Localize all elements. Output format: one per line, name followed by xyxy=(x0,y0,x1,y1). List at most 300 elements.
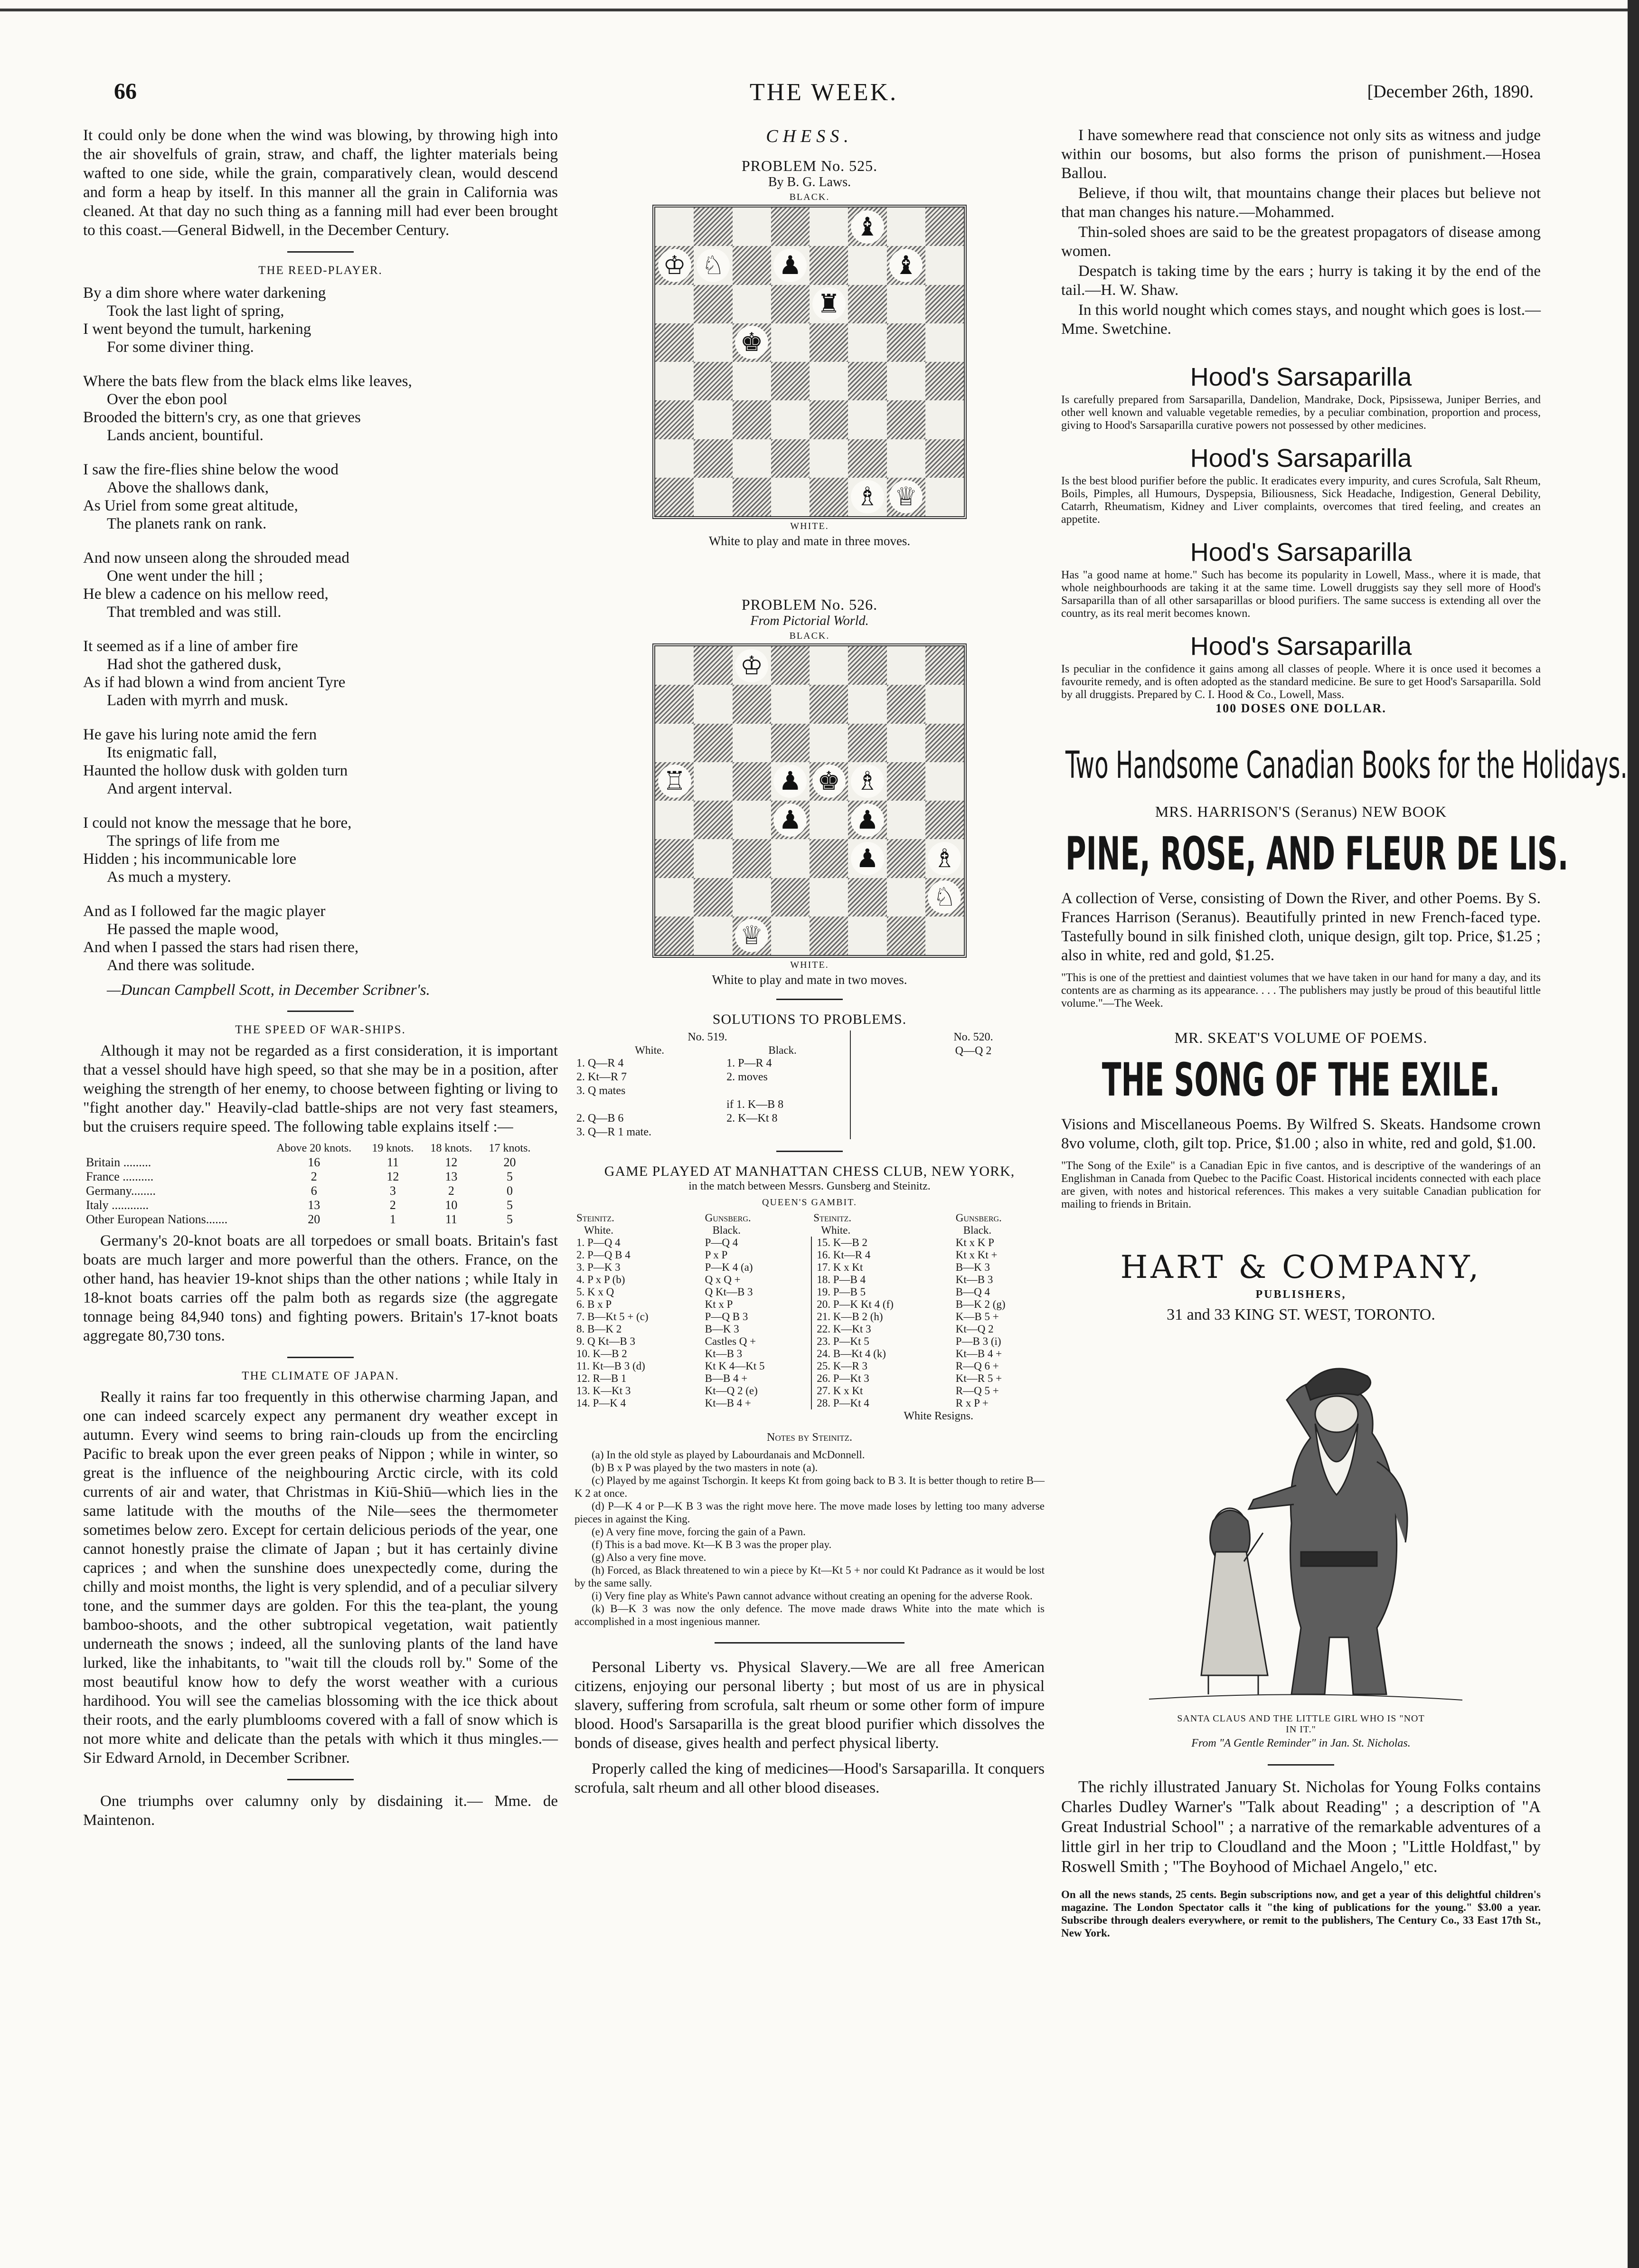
poem-line: And as I followed far the magic player xyxy=(83,903,326,920)
board-square xyxy=(694,839,732,878)
skeat-review: "The Song of the Exile" is a Canadian Epic in five cantos, and is descriptive of the wanderings of an Englishman in Canada from Quebec to the Pacific Coast. Historical incidents connected with each place are given, with notes and historical references. This makes a very suitable Canadian publication for mailing to friends in Britain. xyxy=(1061,1160,1541,1210)
table-row xyxy=(575,1311,1045,1323)
move-cell: 12. R—B 1 xyxy=(576,1372,627,1384)
table-cell: 5 xyxy=(506,1170,513,1183)
board-square xyxy=(887,917,925,955)
move-cell: 13. K—Kt 3 xyxy=(576,1385,631,1397)
board-square xyxy=(733,208,771,246)
board-square xyxy=(771,208,810,246)
board-square xyxy=(810,685,848,723)
move-cell xyxy=(575,1098,725,1112)
board-square xyxy=(925,285,964,323)
japan-heading: THE CLIMATE OF JAPAN. xyxy=(242,1370,399,1382)
board-square xyxy=(848,478,886,516)
section-divider xyxy=(287,1779,354,1780)
move-cell: 14. P—K 4 xyxy=(576,1397,626,1409)
black-pawn-icon: ♟ xyxy=(773,803,807,837)
board-square xyxy=(810,400,848,439)
board-square xyxy=(694,917,732,955)
board-square xyxy=(810,323,848,362)
table-row xyxy=(575,1335,1045,1348)
board-square xyxy=(694,400,732,439)
hoods-tagline: 100 DOSES ONE DOLLAR. xyxy=(1215,701,1386,715)
poem-body xyxy=(83,284,558,974)
board-square xyxy=(733,478,771,516)
board-square xyxy=(810,878,848,917)
move-cell: 26. P—Kt 3 xyxy=(817,1372,869,1384)
board-square xyxy=(694,285,732,323)
board-square xyxy=(771,478,810,516)
move-cell: 15. K—B 2 xyxy=(817,1237,867,1248)
poem-line: Hidden ; his incommunicable lore xyxy=(83,850,297,868)
board-square xyxy=(694,362,732,400)
board-square xyxy=(887,878,925,917)
poem-line: That trembled and was still. xyxy=(107,604,282,621)
poem-line: Above the shallows dank, xyxy=(107,479,269,496)
board-label-white: WHITE. xyxy=(790,521,829,531)
poem-line: The planets rank on rank. xyxy=(107,515,267,532)
move-cell: 7. B—Kt 5 + (c) xyxy=(576,1311,649,1323)
poem-line: I could not know the message that he bore, xyxy=(83,814,352,832)
board-square xyxy=(925,362,964,400)
quotes-block xyxy=(1061,126,1541,339)
move-cell: R x P + xyxy=(955,1397,989,1409)
table-row xyxy=(575,1112,840,1125)
table-row xyxy=(575,1274,1045,1286)
move-cell: Kt—B 4 + xyxy=(703,1397,812,1409)
page-number: 66 xyxy=(114,79,137,104)
board-square xyxy=(925,646,964,685)
white-rook-icon: ♖ xyxy=(658,765,691,798)
move-cell: 17. K x Kt xyxy=(817,1261,863,1273)
board-square xyxy=(848,646,886,685)
harrison-heading: MRS. HARRISON'S (Seranus) NEW BOOK xyxy=(1155,803,1447,820)
board-square xyxy=(771,685,810,723)
poem-stanza xyxy=(83,372,558,444)
board-square xyxy=(887,208,925,246)
table-cell: 12 xyxy=(386,1170,399,1183)
board-square xyxy=(810,839,848,878)
section-divider xyxy=(1268,1764,1334,1766)
poem-line: Had shot the gathered dusk, xyxy=(107,656,282,673)
move-cell: Kt—B 3 xyxy=(955,1274,993,1285)
poem-line: It seemed as if a line of amber fire xyxy=(83,638,298,655)
page-header xyxy=(114,78,1534,116)
harrison-review: "This is one of the prettiest and daintiest volumes that we have taken in our hand for many a day, and its contents are as charming as its appearance. . . . The publishers may justly be proud of this beautiful little volume."—The Week. xyxy=(1061,972,1541,1010)
poem-line: Lands ancient, bountiful. xyxy=(107,427,264,444)
properly-called-ad: Properly called the king of medicines—Hood's Sarsaparilla. It conquers scrofula, salt rheum and all other blood diseases. xyxy=(575,1760,1045,1796)
skeat-book-title: THE SONG OF THE EXILE. xyxy=(1102,1053,1500,1106)
board-square xyxy=(733,646,771,685)
board-square xyxy=(810,917,848,955)
problem-525-author: By B. G. Laws. xyxy=(768,175,851,189)
board-square xyxy=(848,323,886,362)
board-label-black: BLACK. xyxy=(789,192,830,202)
column-left xyxy=(83,126,558,1830)
move-cell: B—B 4 + xyxy=(703,1372,812,1385)
move-cell: 4. P x P (b) xyxy=(576,1274,625,1285)
move-cell: Kt—R 5 + xyxy=(955,1372,1002,1384)
board-square xyxy=(848,208,886,246)
illustration-credit: From "A Gentle Reminder" in Jan. St. Nicholas. xyxy=(1191,1737,1411,1749)
quote-paragraph: I have somewhere read that conscience not only sits as witness and judge within our bosoms, but also forms the prison of punishment.—Hosea Ballou. xyxy=(1061,127,1541,182)
poem-line: He blew a cadence on his mellow reed, xyxy=(83,586,329,603)
move-cell: 2. P—Q B 4 xyxy=(576,1249,631,1261)
quote-paragraph: Thin-soled shoes are said to be the greatest propagators of disease among women. xyxy=(1061,224,1541,260)
poem-line: I saw the fire-flies shine below the wood xyxy=(83,461,339,478)
poem-line: Over the ebon pool xyxy=(107,391,227,408)
black-king-icon: ♚ xyxy=(812,765,846,798)
move-cell: 8. B—K 2 xyxy=(576,1323,622,1335)
black-bishop-icon: ♝ xyxy=(889,249,923,282)
move-cell: 5. K x Q xyxy=(576,1286,614,1298)
column-middle xyxy=(575,126,1045,1797)
game-note: (d) P—K 4 or P—K B 3 was the right move here. The move made loses by letting too many adverse pieces in against the King. xyxy=(575,1500,1045,1525)
black-rook-icon: ♜ xyxy=(812,287,846,321)
move-cell: Kt—Q 2 (e) xyxy=(703,1385,812,1397)
grain-article-text: It could only be done when the wind was blowing, by throwing high into the air shovelfuls of grain, straw, and chaff, the lighter materials being wafted to one side, while the grain, comparatively clean, would descend and form a heap by itself. In this manner all the grain in California was cleaned. At that day no such thing as a fanning mill had ever been brought to this coast.—General Bidwell, in the December Century. xyxy=(83,127,558,239)
game-note: (e) A very fine move, forcing the gain of a Pawn. xyxy=(592,1526,806,1538)
board-square xyxy=(733,801,771,839)
board-square xyxy=(694,208,732,246)
game-note: (i) Very fine play as White's Pawn cannot advance without creating an opening for the adverse Rook. xyxy=(592,1590,1033,1602)
closing-quote: One triumphs over calumny only by disdaining it.— Mme. de Maintenon. xyxy=(83,1793,558,1829)
board-square xyxy=(694,801,732,839)
table-cell: Britain ......... xyxy=(86,1155,151,1169)
game-result: White Resigns. xyxy=(904,1410,973,1422)
board-square xyxy=(848,400,886,439)
board-label-black: BLACK. xyxy=(789,631,830,641)
quote-paragraph: In this world nought which comes stays, and nought which goes is lost.—Mme. Swetchine. xyxy=(1061,302,1541,338)
board-square xyxy=(733,400,771,439)
column-right xyxy=(1061,126,1628,1939)
board-square xyxy=(694,685,732,723)
poem-stanza xyxy=(83,549,558,621)
move-cell: Kt—B 3 xyxy=(703,1348,812,1360)
table-row xyxy=(575,1125,840,1139)
board-square xyxy=(771,724,810,762)
table-row xyxy=(575,1249,1045,1261)
board-square xyxy=(733,439,771,478)
move-cell: 20. P—K Kt 4 (f) xyxy=(817,1298,894,1310)
board-square xyxy=(925,685,964,723)
table-cell: 6 xyxy=(311,1184,317,1198)
board-square xyxy=(655,917,694,955)
board-square xyxy=(925,439,964,478)
poem-line: And now unseen along the shrouded mead xyxy=(83,549,349,567)
hoods-ad-title: Hood's Sarsaparilla xyxy=(1190,363,1412,391)
solutions-block xyxy=(575,1030,1045,1139)
poem-stanza xyxy=(83,726,558,798)
game-note: (b) B x P was played by the two masters in note (a). xyxy=(592,1462,818,1474)
table-cell: Italy ............ xyxy=(86,1198,149,1212)
warships-conclusion: Germany's 20-knot boats are all torpedoes or small boats. Britain's fast boats are much larger and more powerful than the others. France, on the other hand, has heavier 19-knot ships than the other nations ; while Italy in 18-knot boats carries off the palm both as regards size (the aggregate tonnage being 84,940 tons) and fighting powers. Britain's 17-knot boats aggregate 80,730 tons. xyxy=(83,1232,558,1344)
poem-line: Where the bats flew from the black elms like leaves, xyxy=(83,373,412,390)
move-cell xyxy=(725,1125,840,1139)
board-square xyxy=(848,762,886,801)
solution-520-title: No. 520. xyxy=(953,1031,993,1043)
board-square xyxy=(925,208,964,246)
player-name: Gunsberg. xyxy=(705,1212,751,1224)
board-square xyxy=(925,762,964,801)
player-color: White. xyxy=(584,1224,613,1236)
black-pawn-icon: ♟ xyxy=(851,803,884,837)
move-cell: 2. moves xyxy=(726,1071,768,1083)
black-bishop-icon: ♝ xyxy=(851,210,884,244)
st-nicholas-footer: On all the news stands, 25 cents. Begin subscriptions now, and get a year of this delightful children's magazine. The London Spectator calls it "the king of publications for the young." $3.00 a year. Subscribe through dealers everywhere, or remit to the publishers, The Century Co., 33 East 17th St., New York. xyxy=(1061,1889,1541,1939)
poem-stanza xyxy=(83,284,558,356)
table-header: Above 20 knots. xyxy=(276,1142,352,1154)
publisher-address: 31 and 33 KING ST. WEST, TORONTO. xyxy=(1167,1306,1435,1323)
warships-heading: THE SPEED OF WAR-SHIPS. xyxy=(235,1023,406,1036)
table-cell: 16 xyxy=(308,1155,320,1169)
player-color: White. xyxy=(821,1224,851,1236)
board-square xyxy=(771,323,810,362)
board-square xyxy=(925,323,964,362)
move-cell: Kt x P xyxy=(703,1298,812,1311)
black-pawn-icon: ♟ xyxy=(773,249,807,282)
table-header: 17 knots. xyxy=(489,1142,531,1154)
illustration-caption: SANTA CLAUS AND THE LITTLE GIRL WHO IS "NOT IN IT." xyxy=(1177,1713,1425,1735)
board-square xyxy=(810,478,848,516)
board-square xyxy=(887,646,925,685)
board-square xyxy=(655,878,694,917)
board-square xyxy=(848,362,886,400)
board-square xyxy=(655,208,694,246)
game-note: (a) In the old style as played by Labourdanais and McDonnell. xyxy=(592,1449,865,1461)
harrison-book-title: PINE, ROSE, AND FLEUR DE LIS. xyxy=(1065,827,1569,880)
game-notes xyxy=(575,1448,1045,1628)
board-square xyxy=(771,917,810,955)
board-square xyxy=(694,646,732,685)
board-square xyxy=(848,246,886,284)
move-cell: 19. P—B 5 xyxy=(817,1286,866,1298)
hoods-ad-body: Is the best blood purifier before the public. It eradicates every impurity, and cures Scrofula, Salt Rheum, Boils, Pimples, all Humours, Dyspepsia, Biliousness, Sick Headache, Indigestion, General Debility, Catarrh, Rheumatism, Kidney and Liver complaints, overcomes that tired feeling, and creates an appetite. xyxy=(1061,475,1541,526)
board-square xyxy=(694,478,732,516)
table-row xyxy=(575,1212,1045,1224)
table-row xyxy=(575,1397,1045,1409)
board-square xyxy=(810,801,848,839)
move-cell: R—Q 6 + xyxy=(955,1360,999,1372)
board-square xyxy=(887,762,925,801)
move-cell: Kt—B 4 + xyxy=(955,1348,1002,1360)
solution-520-move: Q—Q 2 xyxy=(955,1045,992,1057)
board-square xyxy=(848,724,886,762)
section-divider xyxy=(776,1151,843,1152)
move-cell xyxy=(725,1084,840,1098)
move-cell: P—B 3 (i) xyxy=(955,1335,1001,1347)
move-cell: 25. K—R 3 xyxy=(817,1360,867,1372)
table-row xyxy=(575,1098,840,1112)
board-square xyxy=(848,917,886,955)
board-square xyxy=(655,246,694,284)
board-square xyxy=(733,362,771,400)
section-divider xyxy=(776,999,843,1000)
poem-stanza xyxy=(83,902,558,974)
player-name: Steinitz. xyxy=(576,1212,614,1224)
board-square xyxy=(925,400,964,439)
board-square xyxy=(887,362,925,400)
board-square xyxy=(694,323,732,362)
board-square xyxy=(771,439,810,478)
poem-line: Took the last light of spring, xyxy=(107,302,284,320)
board-square xyxy=(694,246,732,284)
white-queen-icon: ♕ xyxy=(889,480,923,513)
board-square xyxy=(810,724,848,762)
quote-paragraph: Despatch is taking time by the ears ; hurry is taking it by the end of the tail.—H. W. Shaw. xyxy=(1061,263,1541,299)
move-cell: 3. P—K 3 xyxy=(576,1261,621,1273)
table-header: White. xyxy=(635,1044,665,1056)
move-cell: Kt—Q 2 xyxy=(955,1323,994,1335)
board-square xyxy=(887,724,925,762)
white-queen-icon: ♕ xyxy=(735,919,768,952)
game-score-table xyxy=(575,1212,1045,1409)
poem-stanza xyxy=(83,637,558,709)
table-cell: 11 xyxy=(386,1155,399,1169)
white-king-icon: ♔ xyxy=(735,649,768,682)
move-cell: 21. K—B 2 (h) xyxy=(817,1311,883,1323)
board-square xyxy=(848,685,886,723)
board-square xyxy=(887,400,925,439)
board-square xyxy=(733,323,771,362)
board-square xyxy=(887,285,925,323)
white-bishop-icon: ♗ xyxy=(851,480,884,513)
move-cell: 28. P—Kt 4 xyxy=(817,1397,869,1409)
board-square xyxy=(655,478,694,516)
board-square xyxy=(655,762,694,801)
game-note: (h) Forced, as Black threatened to win a piece by Kt—Kt 5 + nor could Kt Padrance as it would be lost by the same sally. xyxy=(575,1564,1045,1589)
move-cell: 9. Q Kt—B 3 xyxy=(576,1335,635,1347)
board-square xyxy=(848,839,886,878)
poem-line: Brooded the bittern's cry, as one that grieves xyxy=(83,409,361,426)
move-cell: P x P xyxy=(703,1249,812,1261)
poem-line: As much a mystery. xyxy=(107,869,231,886)
table-row xyxy=(83,1198,539,1212)
warships-speed-table xyxy=(83,1141,539,1227)
table-row xyxy=(83,1170,539,1184)
poem-title: THE REED-PLAYER. xyxy=(258,264,383,277)
board-square xyxy=(733,878,771,917)
table-cell: 11 xyxy=(445,1212,457,1226)
poem-stanza xyxy=(83,461,558,533)
poem-line: He gave his luring note amid the fern xyxy=(83,726,317,743)
hoods-ad xyxy=(1061,362,1541,701)
move-cell: 22. K—Kt 3 xyxy=(817,1323,871,1335)
solutions-heading: SOLUTIONS TO PROBLEMS. xyxy=(712,1011,907,1027)
poem-line: And when I passed the stars had risen there, xyxy=(83,939,359,956)
move-cell: 6. B x P xyxy=(576,1298,612,1310)
table-cell: 20 xyxy=(308,1212,320,1226)
publisher-name: HART & COMPANY, xyxy=(1120,1249,1482,1285)
board-square xyxy=(925,917,964,955)
board-label-white: WHITE. xyxy=(790,960,829,970)
move-cell: 2. Q—B 6 xyxy=(576,1112,624,1125)
move-cell: 16. Kt—R 4 xyxy=(817,1249,871,1261)
masthead-title: THE WEEK. xyxy=(749,79,898,106)
table-cell: 13 xyxy=(308,1198,320,1212)
hoods-ad-body: Is peculiar in the confidence it gains among all classes of people. Where it is once used it becomes a favourite remedy, and is often adopted as the standard medicine. Be sure to get Hood's Sarsaparilla. Sold by all druggists. Prepared by C. I. Hood & Co., Lowell, Mass. xyxy=(1061,663,1541,701)
solution-520 xyxy=(902,1030,1045,1139)
poem-line: He passed the maple wood, xyxy=(107,921,279,938)
move-cell: Q x Q + xyxy=(703,1274,812,1286)
hoods-ad-body: Has "a good name at home." Such has become its popularity in Lowell, Mass., where it is made, that whole neighbourhoods are taking it at the same time. Lowell druggists say they sell more of Hood's Sarsaparilla than of all other sarsaparillas or blood purifiers. The same success is extending all over the country, as its real merit becomes known. xyxy=(1061,569,1541,620)
move-cell: P—Q 4 xyxy=(703,1237,812,1249)
board-square xyxy=(733,285,771,323)
table-header: 18 knots. xyxy=(430,1142,472,1154)
table-row xyxy=(575,1057,840,1070)
table-cell: 2 xyxy=(448,1184,454,1198)
board-square xyxy=(848,285,886,323)
white-knight-icon: ♘ xyxy=(928,880,961,914)
board-square xyxy=(925,839,964,878)
board-square xyxy=(810,285,848,323)
board-square xyxy=(887,839,925,878)
board-square xyxy=(733,685,771,723)
player-color: Black. xyxy=(963,1224,992,1236)
board-square xyxy=(733,917,771,955)
move-cell: 1. P—Q 4 xyxy=(576,1237,621,1248)
board-square xyxy=(925,878,964,917)
board-square xyxy=(655,285,694,323)
board-square xyxy=(733,246,771,284)
board-square xyxy=(810,646,848,685)
table-header: Black. xyxy=(768,1044,797,1056)
table-row xyxy=(83,1212,539,1227)
board-square xyxy=(925,478,964,516)
move-cell: R—Q 5 + xyxy=(955,1385,999,1397)
move-cell: B—K 2 (g) xyxy=(955,1298,1006,1310)
problem-526-source: From Pictorial World. xyxy=(750,614,869,628)
board-square xyxy=(771,839,810,878)
board-square xyxy=(887,801,925,839)
board-square xyxy=(887,478,925,516)
move-cell: B—Q 4 xyxy=(955,1286,990,1298)
board-square xyxy=(925,801,964,839)
player-color: Black. xyxy=(712,1224,741,1236)
warships-text: Although it may not be regarded as a first consideration, it is important that a vessel should have high speed, so that she may be in a position, after weighing the strength of her enemy, to choose between fighting or living to "fight another day." Heavily-clad battle-ships are not very fast steamers, but the cruisers require speed. The following table explains itself :— xyxy=(83,1042,558,1135)
scan-edge-shadow xyxy=(1628,0,1639,2268)
board-square xyxy=(887,439,925,478)
move-cell: if 1. K—B 8 xyxy=(726,1098,784,1111)
white-bishop-icon: ♗ xyxy=(928,842,961,875)
table-cell: France .......... xyxy=(86,1170,154,1183)
board-square xyxy=(771,762,810,801)
board-square xyxy=(810,439,848,478)
board-square xyxy=(733,839,771,878)
st-nicholas-notice: The richly illustrated January St. Nicholas for Young Folks contains Charles Dudley Warner's "Talk about Reading" ; a description of "A Great Industrial School" ; a narrative of the remarkable adventures of a little girl in her trip to Cloudland and the Moon ; "Little Holdfast," by Roswell Smith ; "The Boyhood of Michael Angelo," etc. xyxy=(1061,1777,1541,1876)
board-square xyxy=(733,724,771,762)
game-note: (c) Played by me against Tschorgin. It keeps Kt from going back to B 3. It is better though to retire B—K 2 at once. xyxy=(575,1474,1045,1499)
move-cell: Q Kt—B 3 xyxy=(703,1286,812,1298)
move-cell: 11. Kt—B 3 (d) xyxy=(576,1360,645,1372)
board-square xyxy=(887,246,925,284)
move-cell: K—B 5 + xyxy=(955,1311,999,1323)
poem-line: Haunted the hollow dusk with golden turn xyxy=(83,762,348,779)
japan-text: Really it rains far too frequently in this otherwise charming Japan, and one can indeed scarcely expect any permanent dry weather except in autumn. Every wind seems to bring rain-clouds up from the encircling Pacific to break upon the ever green peaks of Nippon ; while in winter, so great is the influence of the neighbouring Arctic circle, with its cold currents of air and water, that Christmas in Kiū-Shiū—which lies in the same latitude with the mouths of the Nile—sees the thermometer sometimes below zero. Except for certain delicious periods of the year, one cannot honestly praise the climate of Japan ; but it has certainly divine caprices ; and when the sunshine does unexpectedly come, during the chilly and moist months, the light is very splendid, and of a peculiar silvery tone, and the summer days are golden. For this the tea-plant, the young bamboo-shoots, and the other subtropical vegetation, wait patiently underneath the snows ; indeed, all the sunloving plants of the land have lurked, like the inhabitants, to "wait till the clouds roll by." Some of the most beautiful know how to defy the worst weather with a curious hardihood. You will see the camelias blossoming with the ice thick about their roots, and the early plumblooms covered with a fall of snow which is not more white and delicate than the petals with which it thus mingles.—Sir Edward Arnold, in December Scribner. xyxy=(83,1389,558,1767)
move-cell: 2. Kt—R 7 xyxy=(576,1071,627,1083)
move-cell: 27. K x Kt xyxy=(817,1385,863,1397)
poem-line: I went beyond the tumult, harkening xyxy=(83,321,311,338)
board-square xyxy=(848,439,886,478)
table-row xyxy=(575,1385,1045,1397)
poem-line: The springs of life from me xyxy=(107,832,280,850)
board-square xyxy=(887,323,925,362)
skeat-description: Visions and Miscellaneous Poems. By Wilfred S. Skeats. Handsome crown 8vo volume, cloth, gilt top. Price, $1.00 ; also in white, red and gold, $1.00. xyxy=(1061,1116,1541,1152)
board-square xyxy=(810,362,848,400)
game-subheading: in the match between Messrs. Gunsberg and Steinitz. xyxy=(688,1180,931,1192)
table-row xyxy=(575,1084,840,1098)
chess-heading: CHESS. xyxy=(766,126,853,146)
